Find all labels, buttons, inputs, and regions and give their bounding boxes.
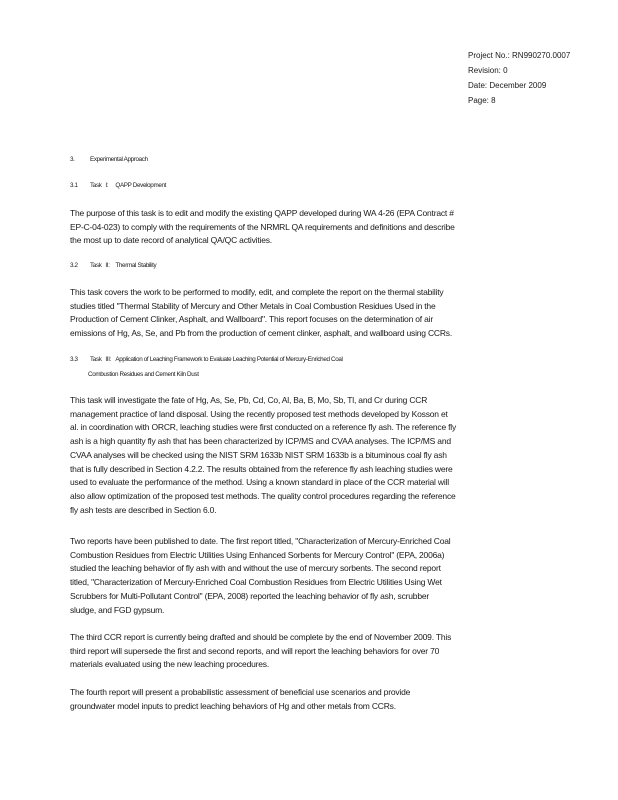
text-line: studies titled "Thermal Stability of Mercury and Other Metals in Coal Combustion Residues Used in the [70,300,436,311]
text-line: the most up to date record of analytical QA/QC activities. [70,235,272,246]
text-line: CVAA analyses will be checked using the NIST SRM 1633b NIST SRM 1633b is a bituminous coal fly ash [70,449,447,460]
text-line: fly ash tests are described in Section 6.0. [70,504,217,515]
text-line: The purpose of this task is to edit and modify the existing QAPP developed during WA 4-26 (EPA Contract # [70,208,454,218]
text-line: groundwater model inputs to predict leaching behaviors of Hg and other metals from CCRs. [70,700,396,711]
task1-title: QAPP Development [115,182,167,189]
text-line: ash is a high quantity fly ash that has been characterized by ICP/MS and CVAA analyses. The ICP/MS and [70,436,451,447]
text-line: This task covers the work to be performed to modify, edit, and complete the report on the thermal stability [70,287,444,297]
task3-paragraph-2 [70,535,548,617]
task3-roman: III: [105,356,112,363]
revision: Revision: 0 [468,66,508,75]
task1-label: Task [90,182,102,189]
task2-number: 3.2 [70,262,78,269]
task1-heading [70,182,166,189]
task2-heading [70,262,156,269]
text-line: titled, "Characterization of Mercury-Enriched Coal Combustion Residues from Electric Utilities Using Wet [70,577,442,588]
task3-paragraph-3 [70,631,548,672]
text-line: al. in coordination with ORCR, leaching studies were first conducted on a reference fly ash. The reference fly [70,422,457,433]
text-line: This task will investigate the fate of Hg, As, Se, Pb, Cd, Co, Al, Ba, B, Mo, Sb, Tl, and Cr during CCR [70,395,428,405]
task2-roman: II: [105,262,110,269]
task2-title: Thermal Stability [115,262,157,269]
text-line: Two reports have been published to date. The first report titled, "Characterization of Mercury-Enriched Coal [70,536,451,546]
text-line: studied the leaching behavior of fly ash with and without the use of mercury sorbents. The second report [70,563,441,574]
task3-number: 3.3 [70,356,78,363]
task1-number: 3.1 [70,182,78,189]
text-line: The fourth report will present a probabilistic assessment of beneficial use scenarios and provide [70,687,411,697]
task1-roman: I: [105,182,109,189]
text-line: also allow optimization of the proposed test methods. The quality control procedures regarding the reference [70,490,456,501]
section-title: Experimental Approach [90,156,148,163]
text-line: Combustion Residues from Electric Utilities Using Enhanced Sorbents for Mercury Control" (EPA, 2006a) [70,549,445,560]
text-line: EP-C-04-023) to comply with the requirements of the NRMRL QA requirements and definitions and describe [70,221,455,232]
text-line: management practice of land disposal. Using the recently proposed test methods developed by Kosson et [70,408,448,419]
task3-heading [70,356,343,363]
text-line: emissions of Hg, As, Se, and Pb from the production of cement clinker, asphalt, and wallboard using CCRs. [70,328,453,339]
text-line: The third CCR report is currently being drafted and should be complete by the end of November 2009. This [70,632,452,642]
task3-label: Task [90,356,102,363]
page-header [468,48,570,108]
task3-title-continued: Combustion Residues and Cement Kiln Dust [88,371,199,378]
task3-paragraph-4 [70,686,548,713]
task3-title: Application of Leaching Framework to Evaluate Leaching Potential of Mercury-Enriched Coal [115,356,343,363]
section-number: 3. [70,156,75,163]
text-line: sludge, and FGD gypsum. [70,604,165,615]
page-number: Page: 8 [468,96,496,105]
task2-paragraph [70,286,548,341]
date: Date: December 2009 [468,81,547,90]
text-line: Scrubbers for Multi-Pollutant Control" (EPA, 2008) reported the leaching behavior of fly ash, scrubber [70,590,430,601]
task3-paragraph-1 [70,394,548,517]
section-heading [70,156,148,163]
text-line: used to evaluate the performance of the method. Using a known standard in place of the CCR material will [70,477,449,488]
project-number: Project No.: RN990270.0007 [468,51,571,60]
text-line: materials evaluated using the new leaching procedures. [70,659,269,670]
text-line: Production of Cement Clinker, Asphalt, and Wallboard". This report focuses on the determination of air [70,314,433,325]
task2-label: Task [90,262,102,269]
text-line: third report will supersede the first and second reports, and will report the leaching behaviors for over 70 [70,645,440,656]
text-line: that is fully described in Section 4.2.2. The results obtained from the reference fly ash leaching studies were [70,463,453,474]
task1-paragraph [70,207,548,248]
